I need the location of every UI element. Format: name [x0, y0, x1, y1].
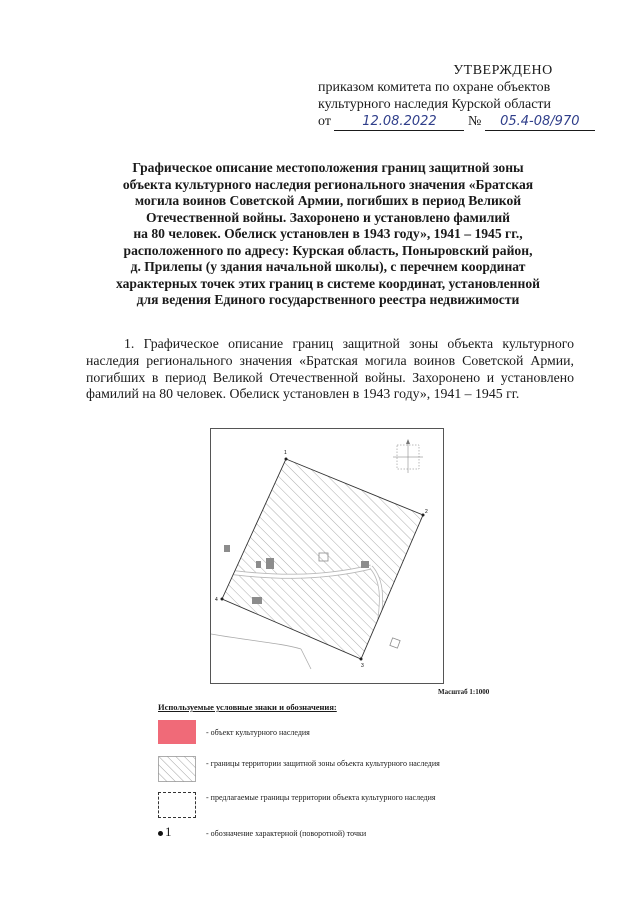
title-line: характерных точек этих границ в системе координат, установленной	[116, 275, 540, 291]
approval-line-2: культурного наследия Курской области	[318, 97, 552, 112]
hatched-swatch	[158, 756, 196, 782]
title-line: Графическое описание местоположения границ защитной зоны	[132, 160, 524, 175]
number-field	[485, 113, 595, 131]
point-sample	[158, 824, 172, 840]
legend-item-heritage	[158, 720, 196, 744]
number-prefix: №	[467, 114, 482, 129]
map-legend	[158, 702, 498, 839]
point-label: 4	[215, 597, 218, 603]
legend-text-heritage: - объект культурного наследия	[206, 728, 310, 737]
approval-line-1: приказом комитета по охране объектов	[318, 80, 551, 95]
legend-item-zone	[158, 756, 196, 782]
paragraph-text: 1. Графическое описание границ защитной зоны объекта культурного наследия регионального значения «Братская могила воинов Советской Армии, погибших в период Великой Отечественной войны. Захоронено и установлено фамилий на 80 человек. Обелиск установлен в 1943 году», 1941 – 1945 гг.	[86, 336, 574, 402]
building	[252, 597, 262, 604]
legend-item-point	[158, 824, 172, 840]
road-line	[211, 634, 301, 649]
north-arrow-icon	[393, 439, 423, 473]
point-dot-icon	[158, 831, 163, 836]
boundary-map	[210, 428, 444, 684]
road-line	[301, 649, 311, 669]
building	[266, 558, 274, 569]
title-line: на 80 человек. Обелиск установлен в 1943 году», 1941 – 1945 гг.,	[133, 226, 523, 241]
point-marker	[285, 458, 288, 461]
map-scale: Масштаб 1:1000	[438, 688, 490, 696]
protection-zone-hatch	[222, 459, 423, 659]
title-line: расположенного по адресу: Курская область, Поныровский район,	[123, 242, 533, 258]
handwritten-date: 12.08.2022	[362, 114, 437, 129]
building	[361, 561, 369, 568]
approval-heading: УТВЕРЖДЕНО	[453, 63, 553, 78]
building	[256, 561, 261, 568]
handwritten-number: 05.4-08/970	[500, 114, 580, 129]
approval-block	[318, 62, 618, 131]
title-line: могила воинов Советской Армии, погибших в период Великой	[134, 193, 522, 208]
date-prefix: от	[318, 114, 331, 129]
title-line: объекта культурного наследия регионального значения «Братская	[122, 176, 534, 192]
legend-text-point: - обозначение характерной (поворотной) точки	[206, 829, 367, 838]
description-paragraph	[86, 336, 574, 403]
point-label: 1	[284, 450, 287, 456]
approval-date-number-line	[318, 113, 618, 131]
title-line: д. Прилепы (у здания начальной школы), с перечнем координат	[130, 259, 526, 274]
title-line: для ведения Единого государственного реестра недвижимости	[136, 292, 520, 307]
point-label: 3	[361, 663, 364, 669]
legend-title: Используемые условные знаки и обозначения:	[158, 702, 337, 712]
dashed-swatch	[158, 792, 196, 818]
map-drawing	[211, 429, 443, 683]
legend-item-proposed	[158, 792, 196, 818]
point-sample-label: 1	[165, 824, 172, 839]
point-label: 2	[425, 509, 428, 515]
legend-text-proposed: - предлагаемые границы территории объекта культурного наследия	[206, 793, 436, 802]
legend-text-zone: - границы территории защитной зоны объекта культурного наследия	[206, 759, 440, 768]
document-title	[88, 160, 568, 309]
point-marker	[221, 598, 224, 601]
point-marker	[360, 658, 363, 661]
building	[224, 545, 230, 552]
building	[390, 638, 400, 648]
heritage-swatch	[158, 720, 196, 744]
date-field	[334, 113, 464, 131]
title-line: Отечественной войны. Захоронено и установлено фамилий	[145, 209, 511, 225]
